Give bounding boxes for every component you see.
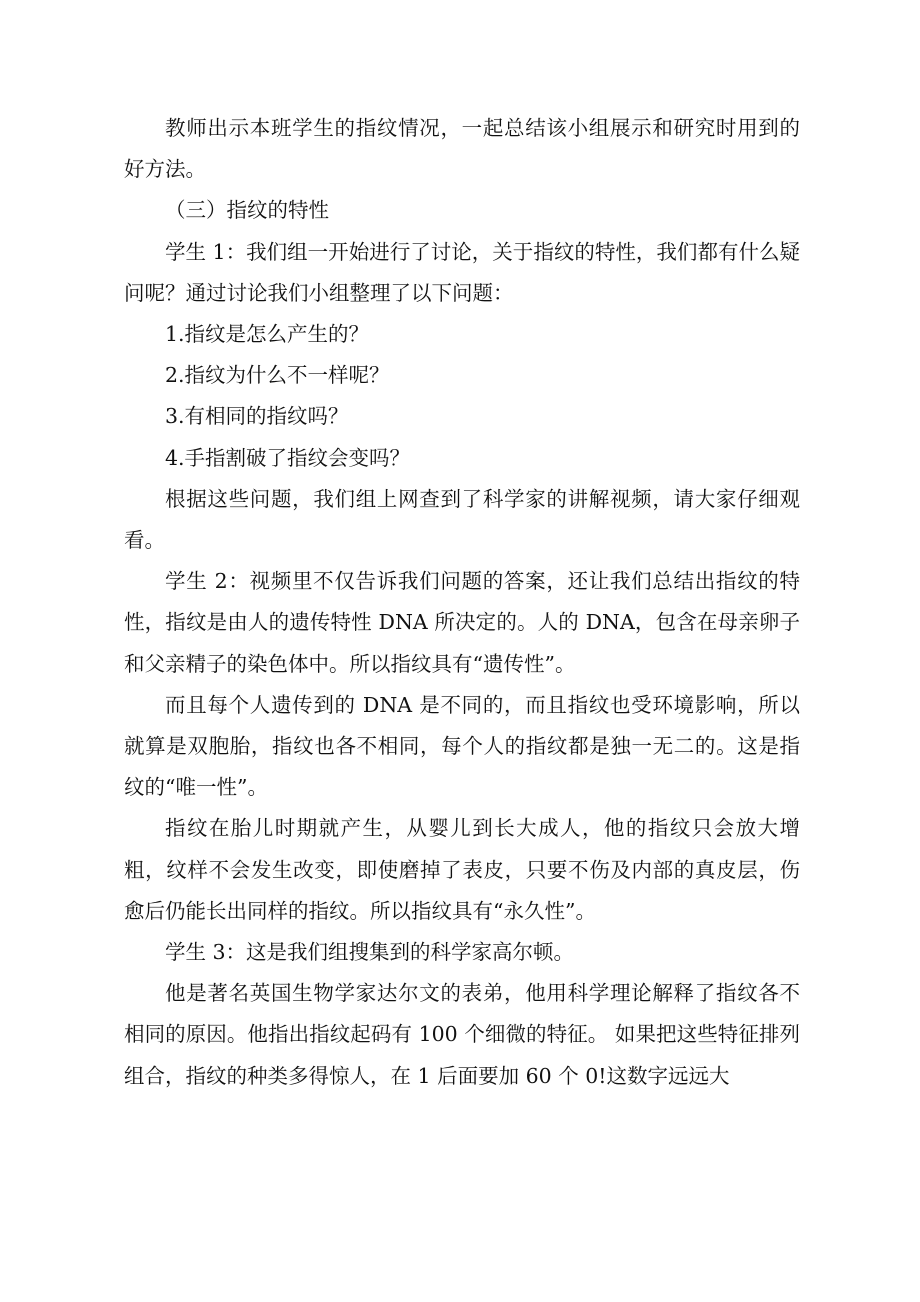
question-item-4: 4.手指割破了指纹会变吗？ [165,445,411,470]
paragraph-video: 根据这些问题，我们组上网查到了科学家的讲解视频，请大家仔细观看。 [124,486,800,553]
section-heading: （三）指纹的特性 [165,198,329,223]
paragraph-student-2: 学生 2：视频里不仅告诉我们问题的答案，还让我们总结出指纹的特性，指纹是由人的遗传特性 DNA 所决定的。人的 DNA，包含在母亲卵子和父亲精子的染色体中。所以指纹具有“遗传性”。 [124,569,800,676]
paragraph-student-1: 学生 1：我们组一开始进行了讨论，关于指纹的特性，我们都有什么疑问呢？通过讨论我们小组整理了以下问题： [124,239,800,305]
question-item-1: 1.指纹是怎么产生的？ [165,322,370,347]
paragraph-student-3: 学生 3：这是我们组搜集到的科学家高尔顿。 [165,940,575,965]
paragraph-permanence: 指纹在胎儿时期就产生，从婴儿到长大成人，他的指纹只会放大增粗，纹样不会发生改变，即使磨掉了表皮，只要不伤及内部的真皮层，伤愈后仍能长出同样的指纹。所以指纹具有“永久性”。 [124,816,800,923]
question-item-2: 2.指纹为什么不一样呢？ [165,363,390,388]
paragraph-uniqueness: 而且每个人遗传到的 DNA 是不同的，而且指纹也受环境影响，所以就算是双胞胎，指纹也各不相同，每个人的指纹都是独一无二的。这是指纹的“唯一性”。 [124,692,800,800]
question-item-3: 3.有相同的指纹吗？ [165,404,349,429]
paragraph-teacher-summary: 教师出示本班学生的指纹情况，一起总结该小组展示和研究时用到的好方法。 [124,116,800,182]
paragraph-galton: 他是著名英国生物学家达尔文的表弟，他用科学理论解释了指纹各不相同的原因。他指出指纹起码有 100 个细微的特征。 如果把这些特征排列组合，指纹的种类多得惊人，在 1 后面要加 60 个 0!这数字远远大 [124,981,800,1088]
document-page [124,108,800,1097]
